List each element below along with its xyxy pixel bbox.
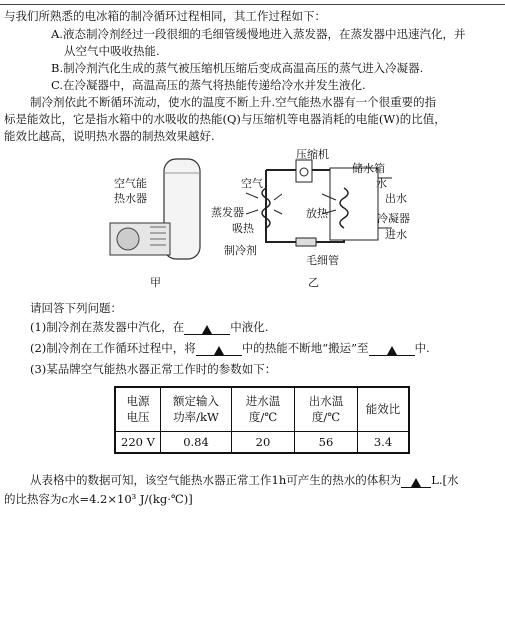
final-text-a: 从表格中的数据可知，该空气能热水器正常工作1h可产生的热水的体积为 (30, 473, 402, 487)
label-evaporator: 蒸发器 (211, 206, 244, 219)
intro-text: 与我们所熟悉的电冰箱的制冷循环过程相同，其工作过程如下： (4, 9, 326, 23)
para-line1: 制冷剂依此不断循环流动，使水的温度不断上升.空气能热水器有一个很重要的指 (30, 95, 437, 109)
label-absorb: 吸热 (232, 222, 254, 235)
label-capillary: 毛细管 (306, 254, 339, 267)
heater-illustration (100, 155, 220, 265)
step-c: C.在冷凝器中，高温高压的蒸气将热能传递给冷水并发生液化. (51, 78, 366, 92)
table-header-row (115, 387, 409, 431)
para-line2: 标是能效比，它是指水箱中的水吸收的热能(Q)与压缩机等电器消耗的电能(W)的比值， (4, 112, 446, 126)
header-inlet-temp: 进水温 度/℃ (232, 387, 295, 431)
parameter-table (114, 386, 410, 454)
header-outlet-temp: 出水温 度/℃ (295, 387, 358, 431)
top-rule (0, 4, 505, 5)
answer-triangle-icon (214, 346, 224, 355)
header-efficiency: 能效比 (358, 387, 410, 431)
q1-text-b: 中液化. (230, 320, 269, 334)
header-voltage: 电源 电压 (115, 387, 161, 431)
label-condenser: 冷凝器 (377, 212, 410, 225)
q2-text-b: 中的热能不断地“搬运”至 (241, 341, 369, 355)
question-2 (30, 341, 430, 356)
step-a-line2: 从空气中吸收热能. (64, 44, 160, 58)
final-line1 (30, 473, 459, 488)
header-power: 额定输入 功率/kW (161, 387, 232, 431)
questions-lead: 请回答下列问题： (30, 301, 122, 315)
table-row (115, 431, 409, 453)
cell-voltage: 220 V (115, 431, 161, 453)
q2-text-a: (2)制冷剂在工作循环过程中，将 (30, 341, 196, 355)
label-inlet: 进水 (385, 228, 407, 241)
label-air: 空气 (241, 177, 263, 190)
answer-triangle-icon (202, 325, 212, 334)
final-text-b: L.[水 (431, 473, 459, 487)
cell-efficiency: 3.4 (358, 431, 410, 453)
cell-outlet-temp: 56 (295, 431, 358, 453)
caption-a: 甲 (150, 276, 161, 289)
step-a-line1: A.液态制冷剂经过一段很细的毛细管缓慢地进入蒸发器，在蒸发器中迅速汽化，并 (51, 27, 466, 41)
answer-triangle-icon (411, 478, 421, 487)
question-1 (30, 320, 268, 335)
label-water: 水 (376, 177, 387, 190)
final-line2: 的比热容为c水=4.2×10³ J/(kg·℃)] (4, 492, 193, 506)
caption-b: 乙 (308, 276, 319, 289)
q1-text-a: (1)制冷剂在蒸发器中汽化，在 (30, 320, 185, 334)
label-release: 放热 (306, 207, 328, 220)
heater-label-2: 热水器 (114, 192, 147, 205)
heater-figure (100, 155, 220, 265)
q2-text-c: 中. (414, 341, 430, 355)
q2-answer-blank-1[interactable] (196, 343, 242, 356)
q1-answer-blank[interactable] (184, 322, 230, 335)
label-outlet: 出水 (385, 192, 407, 205)
cell-power: 0.84 (161, 431, 232, 453)
answer-triangle-icon (387, 346, 397, 355)
step-b: B.制冷剂汽化生成的蒸气被压缩机压缩后变成高温高压的蒸气进入冷凝器. (51, 61, 424, 75)
cell-inlet-temp: 20 (232, 431, 295, 453)
q2-answer-blank-2[interactable] (369, 343, 415, 356)
label-compressor: 压缩机 (296, 148, 329, 161)
label-refrigerant: 制冷剂 (224, 244, 257, 257)
label-tank: 储水箱 (352, 162, 385, 175)
para-line3: 能效比越高，说明热水器的制热效果越好. (4, 129, 215, 143)
heater-label-1: 空气能 (114, 177, 147, 190)
final-answer-blank[interactable] (401, 475, 431, 488)
question-3: (3)某品牌空气能热水器正常工作时的参数如下： (30, 362, 277, 376)
